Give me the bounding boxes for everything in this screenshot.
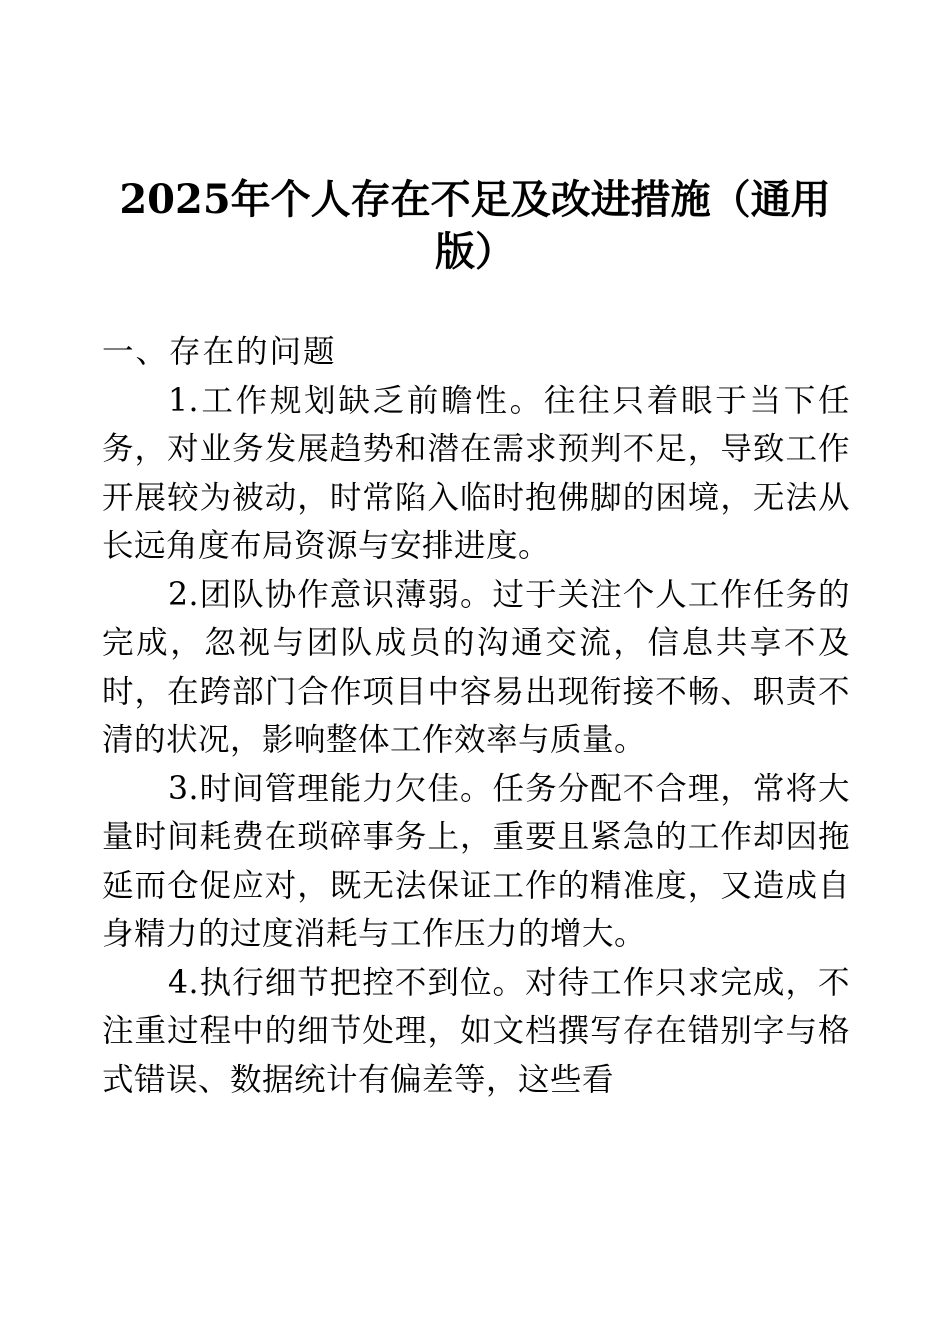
- paragraph-3: 3.时间管理能力欠佳。任务分配不合理，常将大量时间耗费在琐碎事务上，重要且紧急的工作却因拖延而仓促应对，既无法保证工作的精准度，又造成自身精力的过度消耗与工作压力的增大。: [102, 770, 850, 952]
- document-title: 2025年个人存在不足及改进措施（通用版）: [119, 176, 831, 275]
- paragraph-4: 4.执行细节把控不到位。对待工作只求完成，不注重过程中的细节处理，如文档撰写存在错别字与格式错误、数据统计有偏差等，这些看: [102, 964, 850, 1098]
- paragraph-1: 1.工作规划缺乏前瞻性。往往只着眼于当下任务，对业务发展趋势和潜在需求预判不足，导致工作开展较为被动，时常陷入临时抱佛脚的困境，无法从长远角度布局资源与安排进度。: [102, 382, 850, 564]
- document-body: [102, 328, 850, 1104]
- section-heading: 一、存在的问题: [102, 334, 337, 370]
- paragraph-2: 2.团队协作意识薄弱。过于关注个人工作任务的完成，忽视与团队成员的沟通交流，信息共享不及时，在跨部门合作项目中容易出现衔接不畅、职责不清的状况，影响整体工作效率与质量。: [102, 576, 850, 758]
